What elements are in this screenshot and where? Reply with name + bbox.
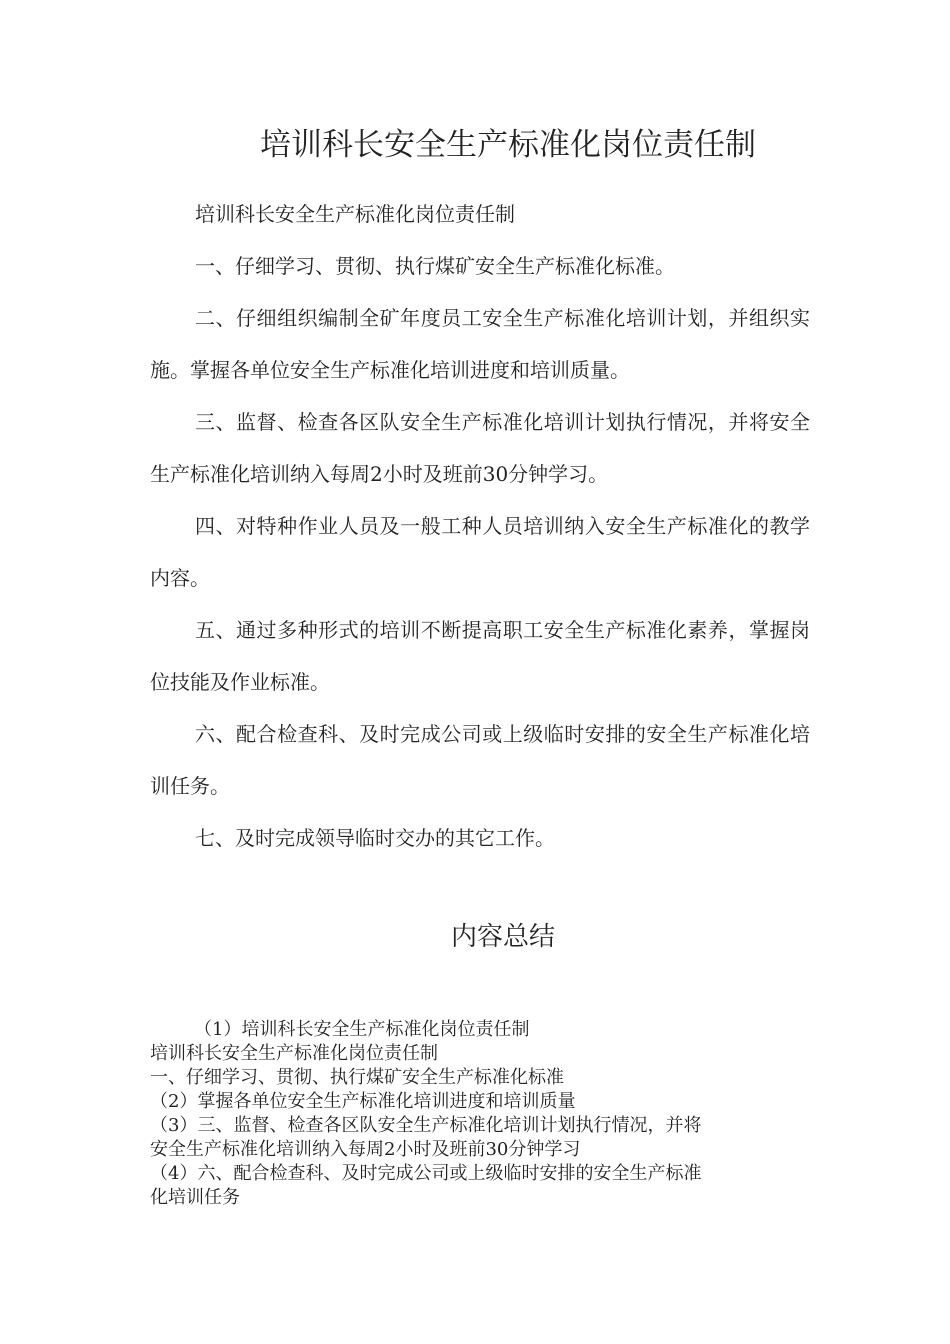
body-paragraph-heading: 培训科长安全生产标准化岗位责任制 xyxy=(195,202,515,226)
summary-line: 一、仔细学习、贯彻、执行煤矿安全生产标准化标准 xyxy=(150,1067,564,1088)
summary-line: （1）培训科长安全生产标准化岗位责任制 xyxy=(194,1019,530,1040)
body-paragraph-item-3: 三、监督、检查各区队安全生产标准化培训计划执行情况，并将安全生产标准化培训纳入每周2小时及班前30分钟学习。 xyxy=(150,410,810,486)
summary-line: 培训科长安全生产标准化岗位责任制 xyxy=(150,1043,438,1064)
summary-block xyxy=(150,1018,800,1210)
document-body xyxy=(150,188,810,864)
document-title: 培训科长安全生产标准化岗位责任制 xyxy=(260,127,756,163)
body-paragraph-item-6: 六、配合检查科、及时完成公司或上级临时安排的安全生产标准化培训任务。 xyxy=(150,722,810,798)
summary-line: 化培训任务 xyxy=(150,1187,240,1208)
body-paragraph-item-5: 五、通过多种形式的培训不断提高职工安全生产标准化素养，掌握岗位技能及作业标准。 xyxy=(150,618,810,694)
summary-line: （4）六、配合检查科、及时完成公司或上级临时安排的安全生产标准 xyxy=(150,1163,702,1184)
body-paragraph-item-2: 二、仔细组织编制全矿年度员工安全生产标准化培训计划，并组织实施。掌握各单位安全生产标准化培训进度和培训质量。 xyxy=(150,306,810,382)
summary-title: 内容总结 xyxy=(450,922,555,952)
summary-line: （2）掌握各单位安全生产标准化培训进度和培训质量 xyxy=(150,1091,576,1112)
body-paragraph-item-1: 一、仔细学习、贯彻、执行煤矿安全生产标准化标准。 xyxy=(195,254,675,278)
body-paragraph-item-7: 七、及时完成领导临时交办的其它工作。 xyxy=(195,826,555,850)
summary-line: （3）三、监督、检查各区队安全生产标准化培训计划执行情况，并将 xyxy=(150,1115,702,1136)
summary-line: 安全生产标准化培训纳入每周2小时及班前30分钟学习 xyxy=(150,1139,581,1160)
body-paragraph-item-4: 四、对特种作业人员及一般工种人员培训纳入安全生产标准化的教学内容。 xyxy=(150,514,810,590)
